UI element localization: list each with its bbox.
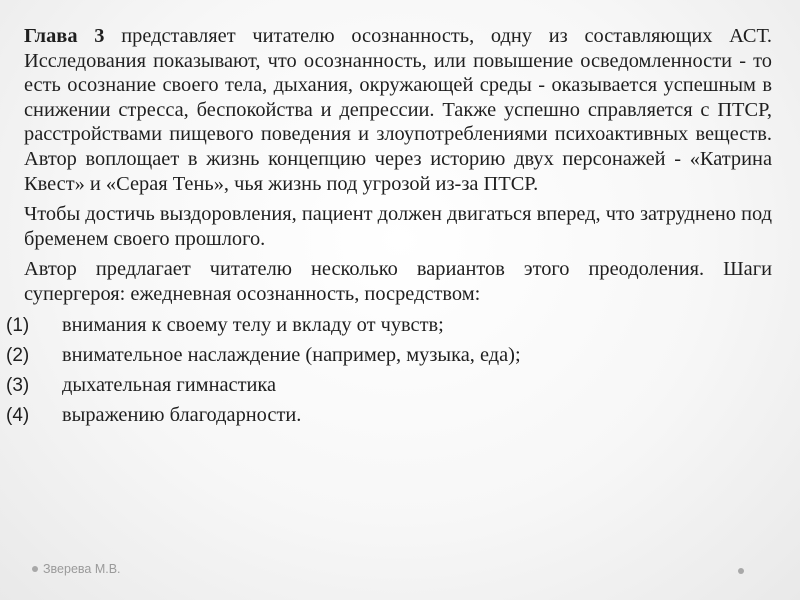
- list-item-number: (4): [6, 404, 30, 426]
- footer-author: [32, 562, 121, 576]
- chapter-heading-bold: Глава 3: [24, 25, 105, 47]
- list-item-text: дыхательная гимнастика: [62, 373, 277, 396]
- list-item-text: внимания к своему телу и вкладу от чувств;: [62, 313, 444, 336]
- paragraph-chapter-3-text: представляет читателю осознанность, одну из составляющих АСТ. Исследования показывают, что осознанность, или повышение осведомленности - то есть осознание своего тела, дыхания, окружающей среды - оказывается успешным в снижении стресса, беспокойства и депрессии. Также успешно справляется с ПТСР, расстройствами пищевого поведения и злоупотреблениями психоактивных веществ. Автор воплощает в жизнь концепцию через историю двух персонажей - «Катрина Квест» и «Серая Тень», чья жизнь под угрозой из-за ПТСР.: [24, 25, 772, 195]
- paragraph-recovery: Чтобы достичь выздоровления, пациент должен двигаться вперед, что затруднено под бременем своего прошлого.: [24, 203, 772, 250]
- list-item-number: (1): [6, 314, 30, 336]
- paragraph-author-offers: Автор предлагает читателю несколько вариантов этого преодоления. Шаги супергероя: ежедневная осознанность, посредством:: [24, 258, 772, 305]
- list-item: [6, 403, 772, 433]
- paragraph-chapter-3: [24, 24, 772, 196]
- superhero-steps-list: [6, 313, 772, 433]
- slide-content: [6, 24, 772, 433]
- bullet-dot-icon: [32, 566, 38, 572]
- list-item: [6, 373, 772, 403]
- list-item-text: внимательное наслаждение (например, музыка, еда);: [62, 343, 521, 366]
- page-marker-dot-icon: [738, 568, 744, 574]
- list-item: [6, 343, 772, 373]
- author-name: Зверева М.В.: [43, 562, 121, 576]
- list-item: [6, 313, 772, 343]
- list-item-number: (3): [6, 374, 30, 396]
- list-item-number: (2): [6, 344, 30, 366]
- list-item-text: выражению благодарности.: [62, 403, 302, 426]
